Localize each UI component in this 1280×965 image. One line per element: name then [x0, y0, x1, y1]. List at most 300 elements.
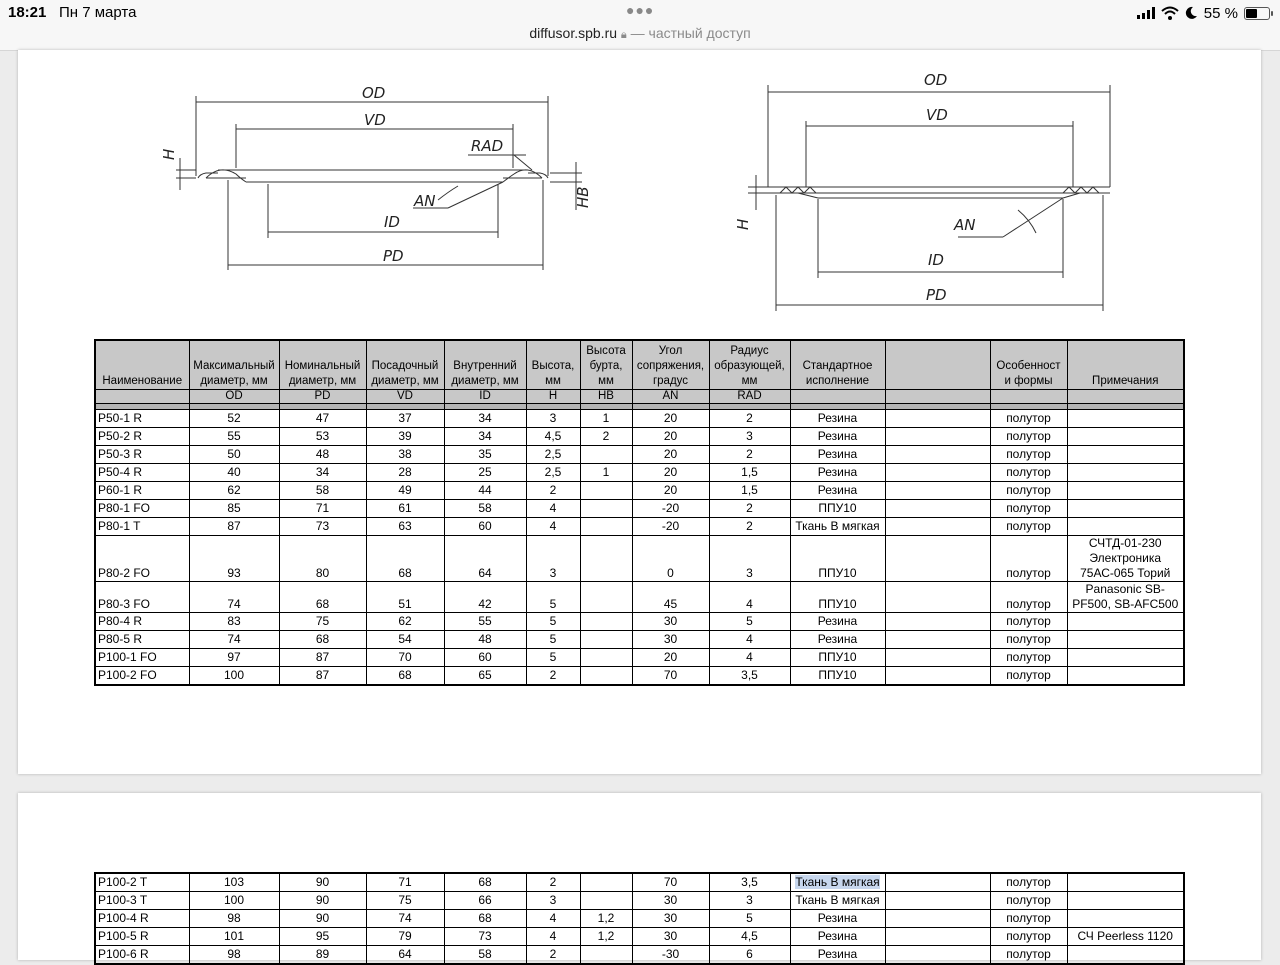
- part-name-cell: P100-2 T: [95, 873, 189, 892]
- table-row: [95, 446, 1184, 464]
- table-cell: 90: [279, 892, 366, 910]
- table-cell: 30: [632, 892, 709, 910]
- table-cell: 28: [366, 464, 444, 482]
- table-cell: полутор: [990, 631, 1067, 649]
- table-cell: [1067, 446, 1184, 464]
- table-cell: [580, 631, 632, 649]
- label-an: AN: [954, 216, 976, 234]
- table-cell: [1067, 667, 1184, 686]
- table-cell: 38: [366, 446, 444, 464]
- table-cell: 89: [279, 946, 366, 965]
- table-cell: [885, 873, 990, 892]
- table-cell: СЧ Peerless 1120: [1067, 928, 1184, 946]
- table-cell: 68: [366, 667, 444, 686]
- table-cell: 87: [279, 667, 366, 686]
- table-cell: 68: [279, 582, 366, 613]
- table-cell: 2: [580, 428, 632, 446]
- table-cell: Ткань В мягкая: [790, 892, 885, 910]
- table-cell: 40: [189, 464, 279, 482]
- part-name-cell: P50-2 R: [95, 428, 189, 446]
- column-code: HB: [580, 390, 632, 404]
- column-header: Максимальный диаметр, мм: [189, 340, 279, 390]
- table-cell: 30: [632, 613, 709, 631]
- table-cell: 103: [189, 873, 279, 892]
- table-cell: [580, 946, 632, 965]
- table-cell: 4: [526, 928, 580, 946]
- table-cell: [580, 582, 632, 613]
- table-row: [95, 518, 1184, 536]
- table-row: [95, 667, 1184, 686]
- column-code: AN: [632, 390, 709, 404]
- table-cell: 4: [526, 500, 580, 518]
- column-header: Стандартное исполнение: [790, 340, 885, 390]
- part-name-cell: P80-4 R: [95, 613, 189, 631]
- status-time: 18:21: [8, 4, 47, 21]
- table-cell: [790, 873, 885, 892]
- selected-text[interactable]: Ткань В мягкая: [795, 875, 880, 889]
- table-cell: [885, 536, 990, 582]
- column-header: Внутренний диаметр, мм: [444, 340, 526, 390]
- table-row: [95, 582, 1184, 613]
- table-cell: 60: [444, 649, 526, 667]
- table-cell: полутор: [990, 873, 1067, 892]
- label-an: AN: [414, 192, 436, 210]
- part-name-cell: P80-1 FO: [95, 500, 189, 518]
- table-cell: 20: [632, 482, 709, 500]
- table-cell: 53: [279, 428, 366, 446]
- table-cell: [1067, 892, 1184, 910]
- table-cell: 4,5: [709, 928, 790, 946]
- table-cell: 2: [526, 667, 580, 686]
- table-cell: Резина: [790, 631, 885, 649]
- table-cell: ППУ10: [790, 536, 885, 582]
- table-cell: 20: [632, 649, 709, 667]
- part-name-cell: P80-1 T: [95, 518, 189, 536]
- column-code: [790, 390, 885, 404]
- cone-profile-diagram-right: [718, 65, 1128, 325]
- spec-table-continued: [94, 872, 1185, 965]
- table-cell: ППУ10: [790, 667, 885, 686]
- table-cell: Резина: [790, 946, 885, 965]
- table-cell: 5: [526, 582, 580, 613]
- table-cell: 48: [279, 446, 366, 464]
- battery-icon: [1244, 7, 1270, 20]
- table-cell: 3: [709, 428, 790, 446]
- table-cell: [1067, 464, 1184, 482]
- wifi-icon: [1161, 6, 1179, 20]
- table-cell: 74: [366, 910, 444, 928]
- table-cell: 58: [279, 482, 366, 500]
- table-cell: 68: [444, 873, 526, 892]
- status-bar: [0, 0, 1280, 51]
- table-cell: 42: [444, 582, 526, 613]
- table-cell: [885, 500, 990, 518]
- table-cell: [885, 582, 990, 613]
- table-cell: [1067, 873, 1184, 892]
- table-cell: 1: [580, 410, 632, 428]
- table-cell: 52: [189, 410, 279, 428]
- table-cell: [1067, 910, 1184, 928]
- table-cell: полутор: [990, 410, 1067, 428]
- table-cell: [885, 464, 990, 482]
- signal-icon: [1137, 7, 1155, 19]
- table-cell: [885, 613, 990, 631]
- table-cell: 70: [632, 667, 709, 686]
- table-cell: 54: [366, 631, 444, 649]
- table-cell: 44: [444, 482, 526, 500]
- table-cell: 3: [709, 536, 790, 582]
- table-cell: полутор: [990, 946, 1067, 965]
- table-cell: 6: [709, 946, 790, 965]
- table-cell: 4: [709, 649, 790, 667]
- table-cell: Резина: [790, 428, 885, 446]
- column-code: [1067, 390, 1184, 404]
- table-cell: 39: [366, 428, 444, 446]
- table-row: [95, 500, 1184, 518]
- part-name-cell: P100-1 FO: [95, 649, 189, 667]
- column-code: OD: [189, 390, 279, 404]
- table-row: [95, 910, 1184, 928]
- table-row: [95, 464, 1184, 482]
- document-page-1: [18, 50, 1261, 774]
- multitasking-dots-icon[interactable]: ●●●: [626, 2, 655, 18]
- table-cell: 3: [526, 892, 580, 910]
- table-cell: Panasonic SB-PF500, SB-AFC500: [1067, 582, 1184, 613]
- table-cell: 1,5: [709, 482, 790, 500]
- part-name-cell: P100-4 R: [95, 910, 189, 928]
- table-cell: 75: [279, 613, 366, 631]
- spec-table: [94, 339, 1185, 686]
- label-id: ID: [928, 251, 944, 269]
- table-cell: 4: [709, 631, 790, 649]
- table-row: [95, 649, 1184, 667]
- table-cell: Резина: [790, 928, 885, 946]
- label-hb: HB: [574, 186, 592, 208]
- table-cell: 5: [526, 649, 580, 667]
- table-cell: 68: [279, 631, 366, 649]
- column-code: H: [526, 390, 580, 404]
- label-vd: VD: [364, 111, 386, 129]
- lock-icon: 🔒︎: [620, 29, 627, 41]
- column-header: Радиус образующей, мм: [709, 340, 790, 390]
- table-cell: ППУ10: [790, 500, 885, 518]
- table-cell: полутор: [990, 536, 1067, 582]
- table-cell: 5: [709, 910, 790, 928]
- column-code: [990, 390, 1067, 404]
- column-code: VD: [366, 390, 444, 404]
- table-cell: [1067, 482, 1184, 500]
- table-cell: 70: [366, 649, 444, 667]
- label-h: H: [160, 148, 178, 160]
- table-cell: полутор: [990, 428, 1067, 446]
- table-cell: 95: [279, 928, 366, 946]
- table-cell: [580, 649, 632, 667]
- table-cell: 90: [279, 910, 366, 928]
- table-cell: [580, 873, 632, 892]
- table-cell: СЧТД-01-230 Электроника 75АС-065 Торий: [1067, 536, 1184, 582]
- table-cell: 2,5: [526, 464, 580, 482]
- table-cell: 2: [526, 946, 580, 965]
- table-cell: полутор: [990, 464, 1067, 482]
- table-cell: 98: [189, 946, 279, 965]
- table-cell: 66: [444, 892, 526, 910]
- table-cell: 93: [189, 536, 279, 582]
- table-cell: полутор: [990, 613, 1067, 631]
- column-header: [885, 340, 990, 390]
- table-cell: 60: [444, 518, 526, 536]
- table-cell: полутор: [990, 518, 1067, 536]
- label-od: OD: [362, 84, 386, 102]
- address-bar[interactable]: [0, 25, 1280, 42]
- table-cell: 20: [632, 446, 709, 464]
- table-cell: 45: [632, 582, 709, 613]
- table-cell: 47: [279, 410, 366, 428]
- table-cell: 58: [444, 500, 526, 518]
- status-date: Пн 7 марта: [59, 4, 137, 21]
- column-header: Высота бурта, мм: [580, 340, 632, 390]
- table-row: [95, 873, 1184, 892]
- table-cell: 79: [366, 928, 444, 946]
- table-cell: Ткань В мягкая: [790, 518, 885, 536]
- table-cell: 74: [189, 582, 279, 613]
- battery-percent: 55 %: [1203, 4, 1238, 22]
- column-code: PD: [279, 390, 366, 404]
- table-cell: полутор: [990, 446, 1067, 464]
- table-cell: 62: [366, 613, 444, 631]
- table-cell: 1,2: [580, 928, 632, 946]
- table-cell: полутор: [990, 667, 1067, 686]
- table-cell: -30: [632, 946, 709, 965]
- part-name-cell: P80-2 FO: [95, 536, 189, 582]
- table-row: [95, 928, 1184, 946]
- column-header: Высота, мм: [526, 340, 580, 390]
- table-cell: [1067, 428, 1184, 446]
- table-cell: 62: [189, 482, 279, 500]
- table-cell: 83: [189, 613, 279, 631]
- table-cell: [1067, 649, 1184, 667]
- table-cell: 68: [366, 536, 444, 582]
- privacy-text: — частный доступ: [630, 25, 751, 41]
- table-cell: [1067, 518, 1184, 536]
- table-cell: ППУ10: [790, 649, 885, 667]
- table-cell: [580, 446, 632, 464]
- table-cell: ППУ10: [790, 582, 885, 613]
- table-cell: [580, 613, 632, 631]
- table-cell: 73: [279, 518, 366, 536]
- table-cell: 5: [526, 613, 580, 631]
- table-cell: 20: [632, 464, 709, 482]
- table-cell: 74: [189, 631, 279, 649]
- table-cell: 61: [366, 500, 444, 518]
- table-cell: 101: [189, 928, 279, 946]
- column-header: Номинальный диаметр, мм: [279, 340, 366, 390]
- table-cell: 49: [366, 482, 444, 500]
- column-header: Наименование: [95, 340, 189, 390]
- table-cell: 55: [189, 428, 279, 446]
- table-cell: [580, 500, 632, 518]
- column-code: RAD: [709, 390, 790, 404]
- table-cell: 20: [632, 410, 709, 428]
- label-vd: VD: [926, 106, 948, 124]
- table-cell: [885, 928, 990, 946]
- table-row: [95, 410, 1184, 428]
- table-cell: 2: [526, 873, 580, 892]
- table-cell: [580, 536, 632, 582]
- table-cell: 3: [526, 536, 580, 582]
- moon-icon: [1185, 6, 1198, 20]
- part-name-cell: P80-3 FO: [95, 582, 189, 613]
- table-cell: 98: [189, 910, 279, 928]
- table-cell: 30: [632, 631, 709, 649]
- table-cell: 4: [526, 518, 580, 536]
- table-cell: 100: [189, 667, 279, 686]
- part-name-cell: P100-5 R: [95, 928, 189, 946]
- column-header: Примечания: [1067, 340, 1184, 390]
- table-cell: 5: [709, 613, 790, 631]
- table-cell: Резина: [790, 613, 885, 631]
- label-pd: PD: [926, 286, 947, 304]
- table-cell: 4,5: [526, 428, 580, 446]
- table-cell: 34: [279, 464, 366, 482]
- table-cell: 85: [189, 500, 279, 518]
- table-cell: 4: [526, 910, 580, 928]
- table-cell: Резина: [790, 446, 885, 464]
- table-cell: 64: [444, 536, 526, 582]
- column-code: [95, 390, 189, 404]
- table-cell: 3,5: [709, 873, 790, 892]
- table-cell: [1067, 500, 1184, 518]
- table-cell: 87: [189, 518, 279, 536]
- table-cell: 34: [444, 428, 526, 446]
- cone-profile-diagram-left: [158, 80, 598, 310]
- table-cell: [885, 667, 990, 686]
- table-cell: полутор: [990, 482, 1067, 500]
- table-cell: 2: [526, 482, 580, 500]
- table-cell: [885, 649, 990, 667]
- table-row: [95, 428, 1184, 446]
- part-name-cell: P100-6 R: [95, 946, 189, 965]
- table-cell: полутор: [990, 892, 1067, 910]
- label-h: H: [734, 218, 752, 230]
- table-cell: 25: [444, 464, 526, 482]
- table-cell: 30: [632, 910, 709, 928]
- table-cell: Резина: [790, 910, 885, 928]
- table-cell: 35: [444, 446, 526, 464]
- table-cell: [885, 410, 990, 428]
- column-header: Посадочный диаметр, мм: [366, 340, 444, 390]
- label-rad: RAD: [471, 137, 504, 155]
- table-cell: 0: [632, 536, 709, 582]
- table-cell: 20: [632, 428, 709, 446]
- table-cell: 1: [580, 464, 632, 482]
- table-row: [95, 892, 1184, 910]
- table-cell: 50: [189, 446, 279, 464]
- table-cell: [885, 892, 990, 910]
- column-code: ID: [444, 390, 526, 404]
- table-cell: [1067, 410, 1184, 428]
- label-od: OD: [924, 71, 948, 89]
- table-cell: 71: [366, 873, 444, 892]
- part-name-cell: P80-5 R: [95, 631, 189, 649]
- table-cell: 2: [709, 518, 790, 536]
- table-cell: Резина: [790, 482, 885, 500]
- table-cell: 2: [709, 500, 790, 518]
- table-cell: полутор: [990, 500, 1067, 518]
- table-cell: [580, 892, 632, 910]
- column-header: Особенност и формы: [990, 340, 1067, 390]
- table-cell: [580, 482, 632, 500]
- table-cell: 55: [444, 613, 526, 631]
- table-cell: 100: [189, 892, 279, 910]
- table-cell: 30: [632, 928, 709, 946]
- table-cell: [1067, 631, 1184, 649]
- label-id: ID: [384, 213, 400, 231]
- table-cell: 68: [444, 910, 526, 928]
- status-indicators: [1137, 4, 1270, 22]
- table-cell: [1067, 613, 1184, 631]
- table-cell: полутор: [990, 910, 1067, 928]
- table-cell: [580, 518, 632, 536]
- table-cell: 87: [279, 649, 366, 667]
- table-cell: [885, 428, 990, 446]
- table-cell: 37: [366, 410, 444, 428]
- part-name-cell: P50-3 R: [95, 446, 189, 464]
- table-cell: 51: [366, 582, 444, 613]
- table-cell: -20: [632, 500, 709, 518]
- table-cell: [885, 446, 990, 464]
- part-name-cell: P100-2 FO: [95, 667, 189, 686]
- part-name-cell: P50-4 R: [95, 464, 189, 482]
- part-name-cell: P60-1 R: [95, 482, 189, 500]
- table-cell: 1,2: [580, 910, 632, 928]
- table-cell: 71: [279, 500, 366, 518]
- table-row: [95, 536, 1184, 582]
- label-pd: PD: [383, 247, 404, 265]
- table-row: [95, 631, 1184, 649]
- table-cell: 58: [444, 946, 526, 965]
- table-cell: 34: [444, 410, 526, 428]
- table-cell: 63: [366, 518, 444, 536]
- table-cell: 70: [632, 873, 709, 892]
- table-cell: 90: [279, 873, 366, 892]
- table-cell: 97: [189, 649, 279, 667]
- part-name-cell: P100-3 T: [95, 892, 189, 910]
- table-cell: [885, 631, 990, 649]
- table-row: [95, 613, 1184, 631]
- table-cell: 65: [444, 667, 526, 686]
- table-cell: [1067, 946, 1184, 965]
- code-row: [95, 390, 1184, 404]
- table-cell: 4: [709, 582, 790, 613]
- column-code: [885, 390, 990, 404]
- table-cell: полутор: [990, 928, 1067, 946]
- table-cell: 2: [709, 446, 790, 464]
- table-cell: 75: [366, 892, 444, 910]
- table-cell: Резина: [790, 464, 885, 482]
- document-page-2: [18, 793, 1261, 960]
- table-cell: 3: [709, 892, 790, 910]
- table-cell: 2,5: [526, 446, 580, 464]
- table-cell: полутор: [990, 582, 1067, 613]
- table-row: [95, 946, 1184, 965]
- table-cell: полутор: [990, 649, 1067, 667]
- table-cell: [580, 667, 632, 686]
- header-row: [95, 340, 1184, 390]
- table-cell: [885, 946, 990, 965]
- table-cell: 3,5: [709, 667, 790, 686]
- table-cell: 5: [526, 631, 580, 649]
- column-header: Угол сопряжения, градус: [632, 340, 709, 390]
